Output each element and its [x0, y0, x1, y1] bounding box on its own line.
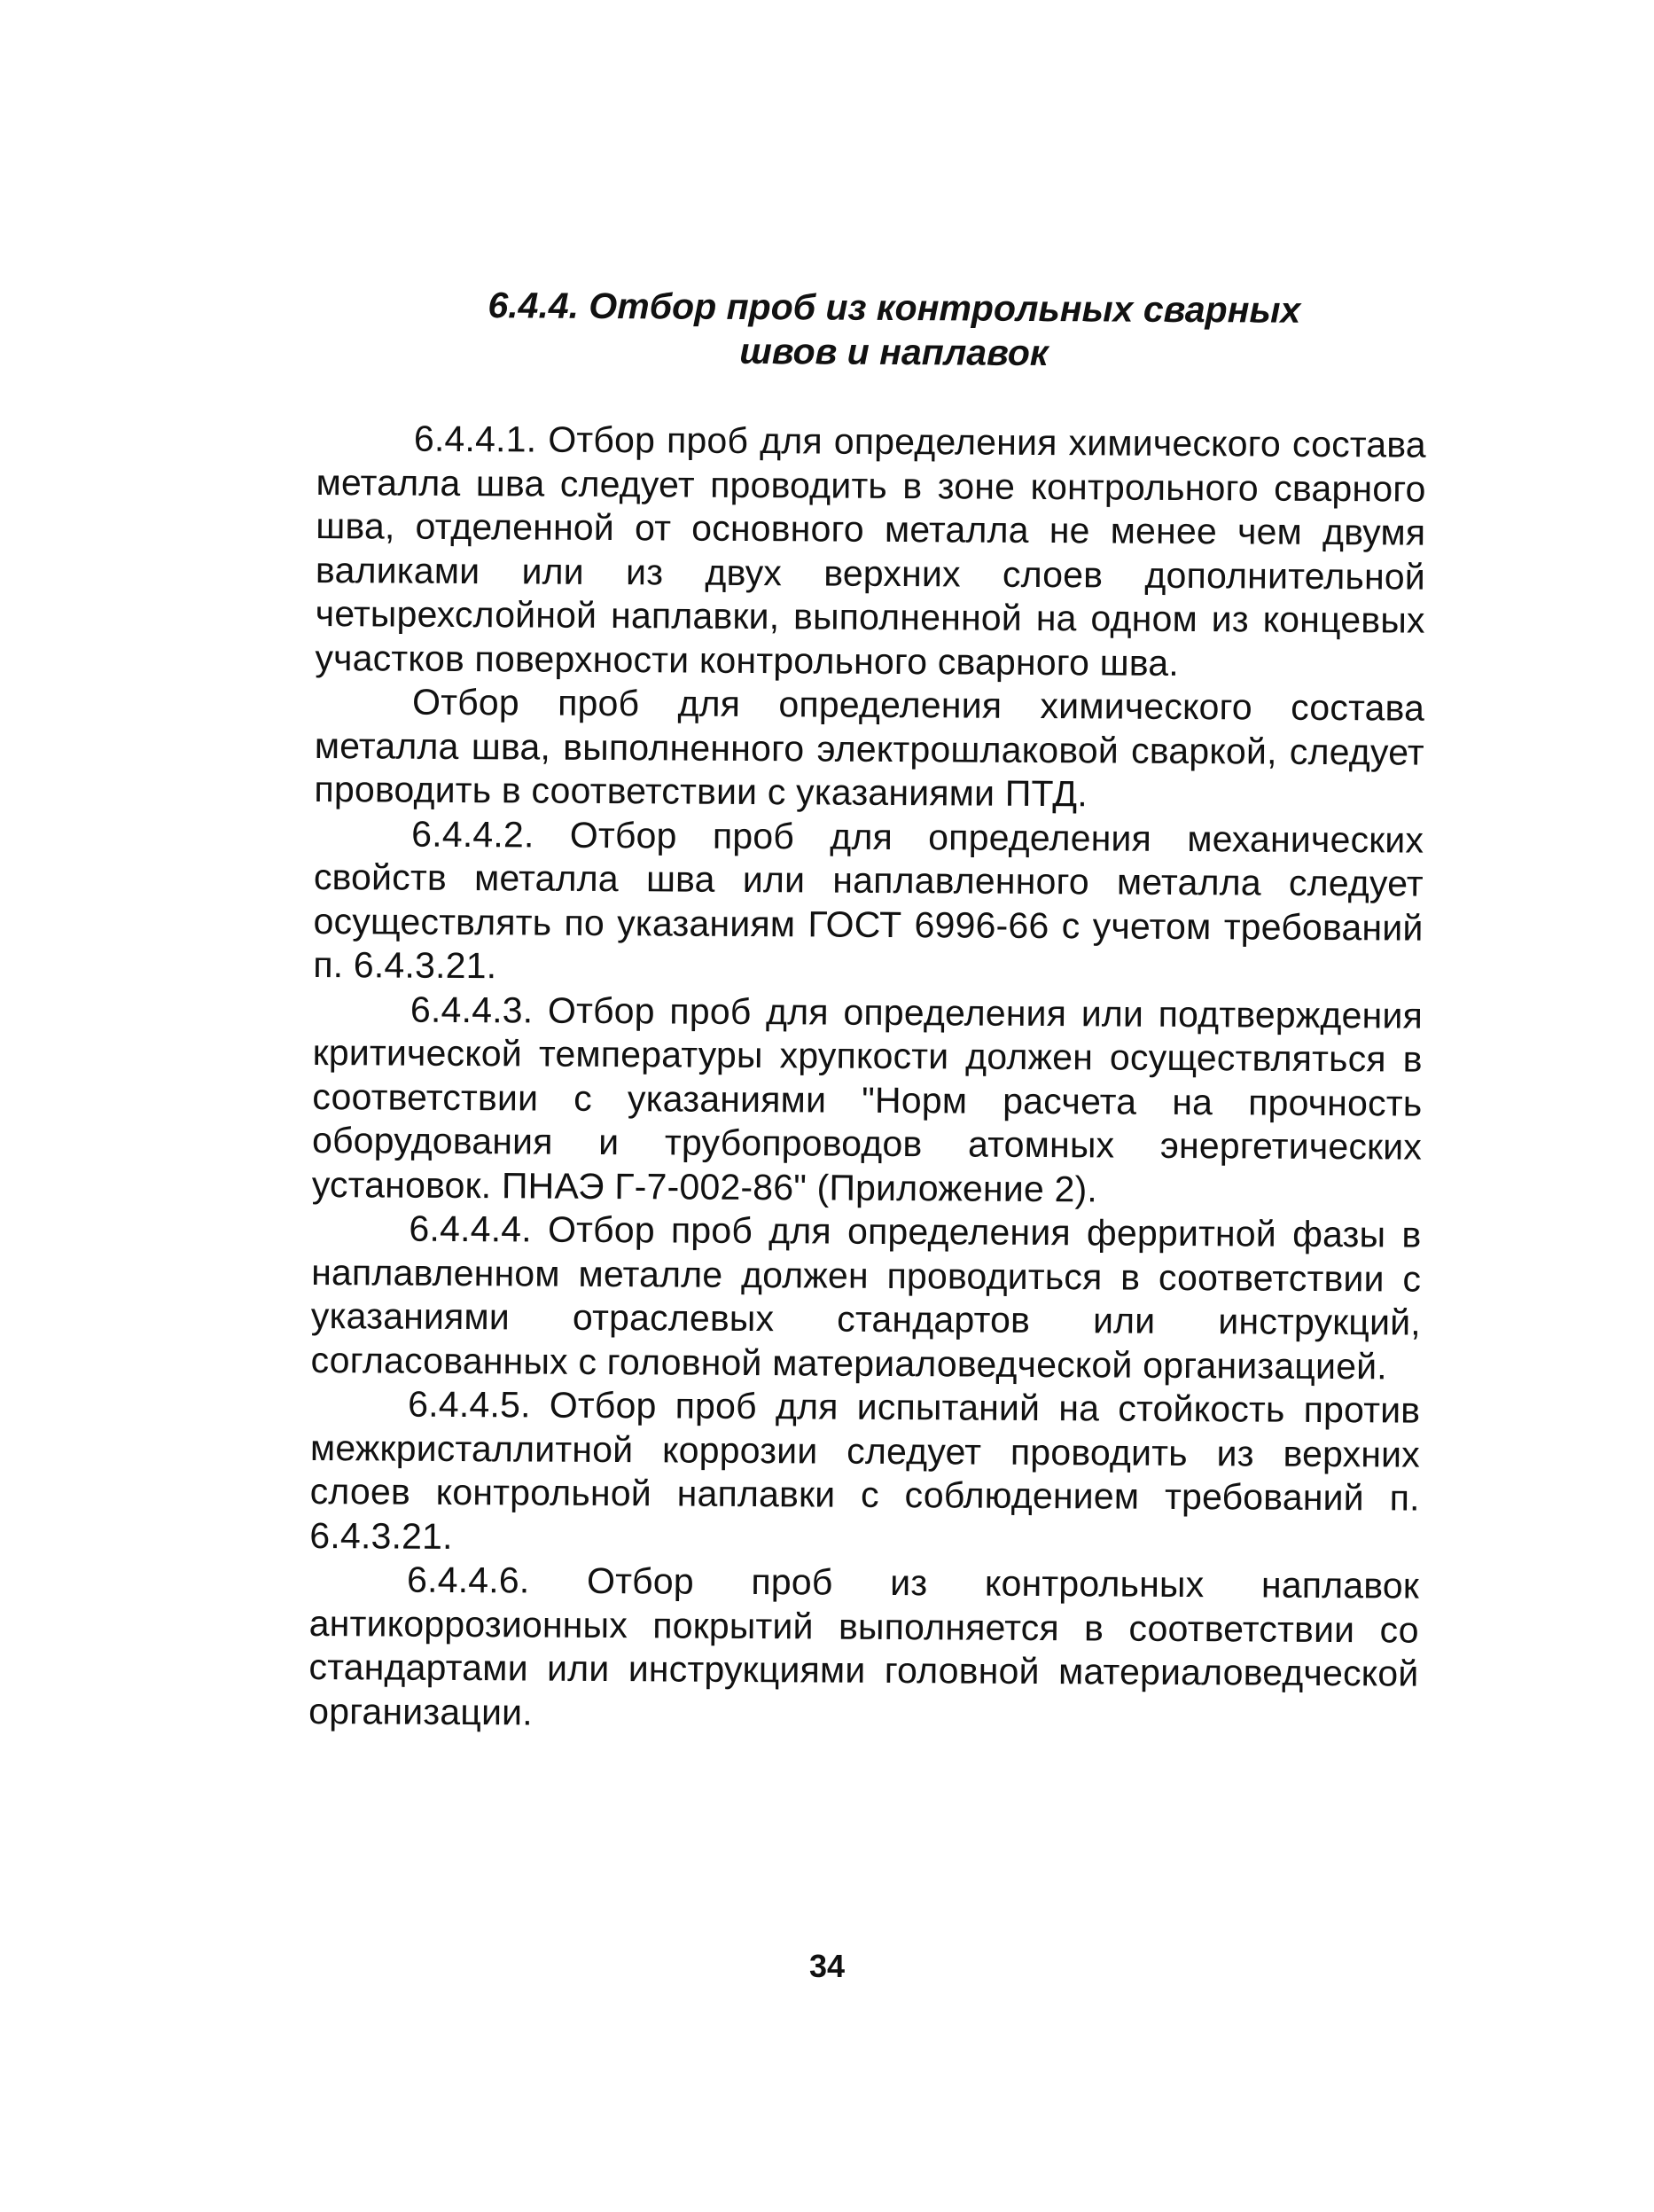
- paragraph-6-4-4-2: 6.4.4.2. Отбор проб для определения механических свойств металла шва или наплавленного металла следует осуществлять по указаниям ГОСТ 6996-66 с учетом требований п. 6.4.3.21.: [313, 813, 1424, 987]
- section-title: [316, 282, 1427, 378]
- paragraph-6-4-4-3: 6.4.4.3. Отбор проб для определения или подтверждения критической температуры хрупкости должен осуществляться в соответствии с указаниями "Норм расчета на прочность оборудования и трубопроводов атомных энергетических установок. ПНАЭ Г-7-002-86" (Приложение 2).: [311, 989, 1424, 1209]
- paragraph-6-4-4-1: 6.4.4.1. Отбор проб для определения химического состава металла шва следует проводить в зоне контрольного сварного шва, отделенной от основного металла не менее чем двумя валиками или из двух верхних слоев дополнительной четырехслойной наплавки, выполненной на одном из концевых участков поверхности контрольного сварного шва.: [315, 418, 1427, 684]
- section-title-line-1: 6.4.4. Отбор проб из контрольных сварных: [488, 285, 1301, 331]
- paragraph-6-4-4-5: 6.4.4.5. Отбор проб для испытаний на стойкость против межкристаллитной коррозии следует проводить из верхних слоев контрольной наплавки с соблюдением требований п. 6.4.3.21.: [309, 1383, 1421, 1557]
- page-number: 34: [808, 1948, 846, 1984]
- paragraph-6-4-4-4: 6.4.4.4. Отбор проб для определения ферритной фазы в наплавленном металле должен проводиться в соответствии с указаниями отраслевых стандартов или инструкций, согласованных с головной материаловедческой организацией.: [310, 1208, 1422, 1387]
- page-content: [308, 282, 1427, 1740]
- paragraph-electroslag: Отбор проб для определения химического состава металла шва, выполненного электрошлаковой сваркой, следует проводить в соответствии с указаниями ПТД.: [314, 681, 1425, 815]
- section-title-line-2: швов и наплавок: [739, 330, 1049, 374]
- paragraph-6-4-4-6: 6.4.4.6. Отбор проб из контрольных наплавок антикоррозионных покрытий выполняется в соответствии со стандартами или инструкциями головной материаловедческой организации.: [308, 1559, 1420, 1733]
